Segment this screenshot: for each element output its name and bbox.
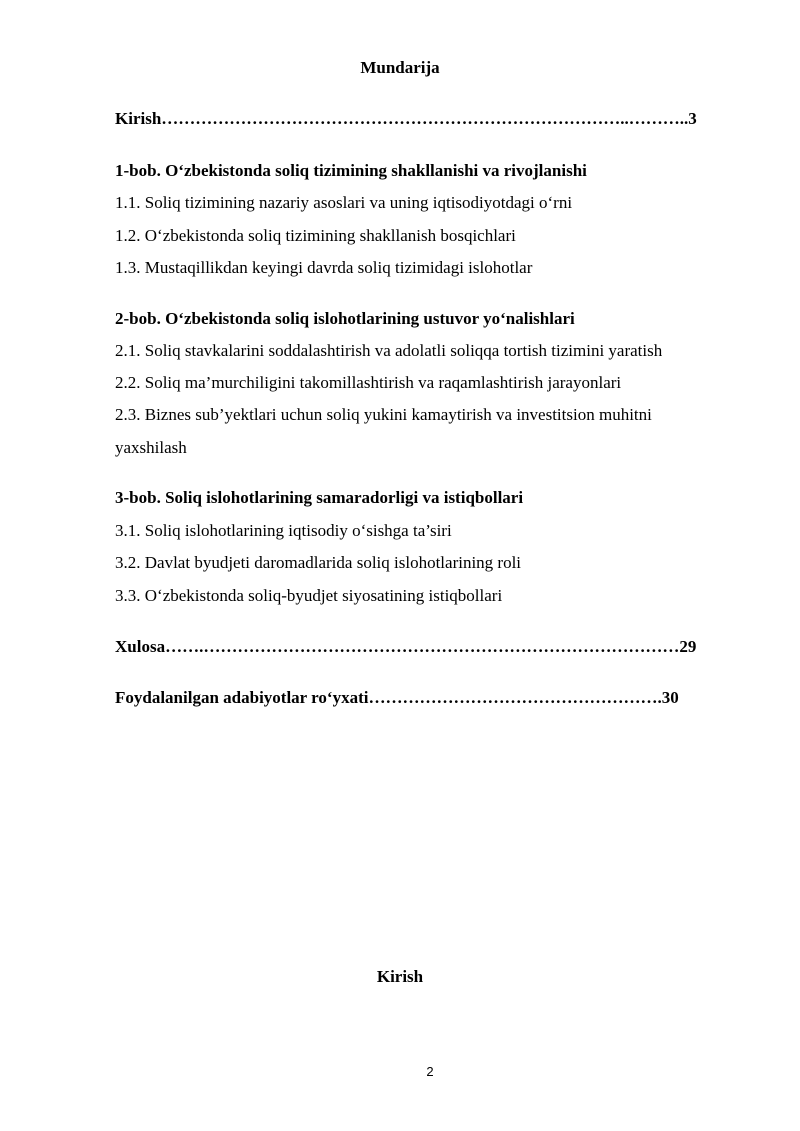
toc-entry-references: Foydalanilgan adabiyotlar ro‘yxati…………………………………………….30: [115, 688, 679, 707]
chapter-1-item-3: 1.3. Mustaqillikdan keyingi davrda soliq tizimidagi islohotlar: [115, 258, 533, 277]
chapter-2-item-2: 2.2. Soliq ma’murchiligini takomillashtirish va raqamlashtirish jarayonlari: [115, 373, 622, 392]
chapter-1-heading: 1-bob. O‘zbekistonda soliq tizimining shakllanishi va rivojlanishi: [115, 161, 587, 180]
toc-entry-conclusion: Xulosa…….…………………………………………………………………………29: [115, 637, 697, 656]
chapter-3-item-3: 3.3. O‘zbekistonda soliq-byudjet siyosatining istiqbollari: [115, 586, 503, 605]
toc-entry-intro: Kirish………………………………………………………………………..………..3: [115, 109, 697, 128]
toc-title: Mundarija: [360, 58, 440, 77]
chapter-3-item-2: 3.2. Davlat byudjeti daromadlarida soliq islohotlarining roli: [115, 553, 522, 572]
chapter-3-item-1: 3.1. Soliq islohotlarining iqtisodiy o‘sishga ta’siri: [115, 521, 452, 540]
chapter-2-item-3-continued: yaxshilash: [115, 438, 187, 457]
chapter-1-item-1: 1.1. Soliq tizimining nazariy asoslari va uning iqtisodiyotdagi o‘rni: [115, 193, 573, 212]
chapter-3-heading: 3-bob. Soliq islohotlarining samaradorligi va istiqbollari: [115, 488, 524, 507]
chapter-1-item-2: 1.2. O‘zbekistonda soliq tizimining shakllanish bosqichlari: [115, 226, 516, 245]
section-heading-intro: Kirish: [376, 967, 424, 986]
chapter-2-heading: 2-bob. O‘zbekistonda soliq islohotlarining ustuvor yo‘nalishlari: [115, 309, 575, 328]
page-number: 2: [426, 1064, 434, 1079]
chapter-2-item-3: 2.3. Biznes sub’yektlari uchun soliq yukini kamaytirish va investitsion muhitni: [115, 405, 652, 424]
chapter-2-item-1: 2.1. Soliq stavkalarini soddalashtirish va adolatli soliqqa tortish tizimini yaratish: [115, 341, 663, 360]
